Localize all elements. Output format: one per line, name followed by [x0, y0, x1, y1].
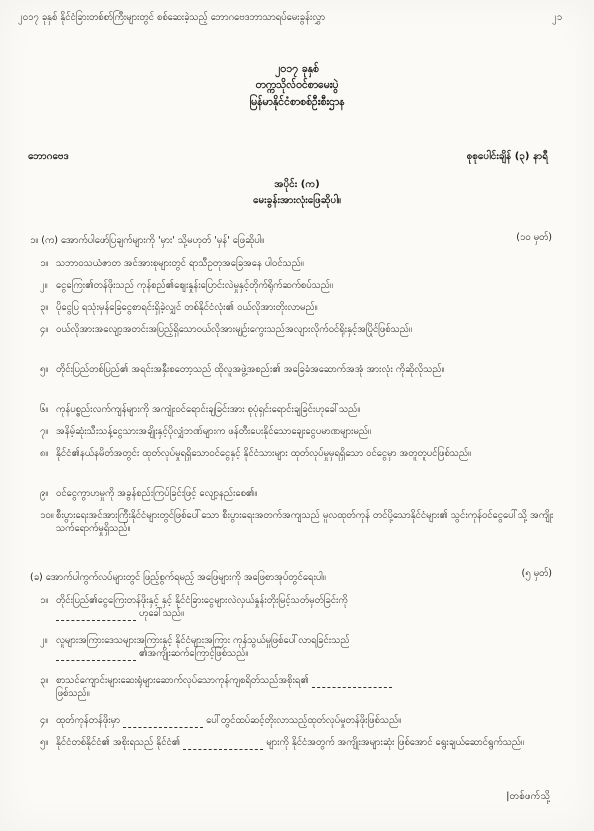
part-title: အပိုင်း (က) [274, 179, 320, 190]
item-number: ၆။ [40, 404, 49, 415]
answer-blank [123, 718, 203, 728]
item-number: ၃။ [40, 675, 49, 686]
item-number: ၂။ [40, 635, 48, 646]
item-text: စာသင်ကျောင်းများဆေးရုံများဆောက်လုပ်သောကုန်ကျစရိတ်သည်အစိုးရ၏ [56, 675, 309, 686]
item-text: စီးပွားရေးအင်အားကြီးနိုင်ငံများတွင်ဖြစ်ပေါ်သော စီးပွားရေးအတက်အကျသည် မူလထုတ်ကုန် တင်ပို့သောနိုင်ငံများ၏ သွင်းကုန်ဝင်ငွေပေါ်သို့ အကျိုးသက်ရောက်မှုရှိသည်။ [56, 510, 554, 534]
item-number: ၁။ [40, 258, 49, 269]
q2-item [40, 715, 556, 728]
time-allowed: စုစုပေါင်းချိန် (၃) နာရီ [466, 151, 548, 162]
q2-item [40, 675, 556, 701]
q1-item [40, 258, 556, 271]
item-text-end: များကို နိုင်ငံအတွက် အကျိုးအများဆုံး ဖြစ်အောင် ရွေးချယ်ဆောင်ရွက်သည်။ [266, 737, 524, 748]
item-text-end: ပေါ်တွင်ထပ်ဆင့်တိုးလာသည့်ထုတ်လုပ်မှုတန်ဖိုးဖြစ်သည်။ [206, 715, 402, 726]
item-text: ဝယ်လိုအားအလျော့အတင်းအပြည့်ရှိသောဝယ်လိုအားမျဉ်းကွေးသည်အလျားလိုက်ဝင်ရိုးနှင့်အပြိုင်ဖြစ်သည်။ [56, 324, 412, 335]
item-text: လူများအကြားဒေသများအကြားနှင့် နိုင်ငံများအကြား ကုန်သွယ်မှုဖြစ်ပေါ်လာရခြင်းသည် [56, 635, 350, 646]
item-text-end: ဟုခေါ်သည်။ [139, 607, 184, 619]
item-text: ငွေကြေး၏တန်ဖိုးသည် ကုန်စည်၏ဈေးနှုန်းပြောင်းလဲမှုနှင့်တိုက်ရိုက်ဆက်စပ်သည်။ [56, 280, 333, 291]
item-number: ၁၀။ [40, 510, 54, 521]
question-1a-label: ၁။ (က) အောက်ပါဖော်ပြချက်များကို 'မှား' သို့မဟုတ် 'မှန်' ဖြေဆိုပါ။ [30, 235, 265, 246]
item-number: ၅။ [40, 737, 49, 748]
exam-year: ၂၀၁၇ ခုနှစ် [275, 63, 319, 75]
item-number: ၈။ [40, 448, 49, 459]
continue-note: |တစ်ဖက်သို့ [506, 791, 550, 802]
q2-item [40, 635, 556, 661]
question-1a-marks: (၁၀ မှတ်) [516, 232, 552, 243]
answer-blank [56, 651, 136, 661]
answer-blank [183, 740, 263, 750]
header-left: ၂၀၁၇ ခုနှစ် နိုင်ငံခြားတစ်စာ်ကြီးများတွင် စစ်ဆေးခဲ့သည့် ဘောဂဗေဒဘာသာရပ်မေးခွန်းလွှာ [18, 12, 326, 23]
item-text: နိုင်ငံ၏နယ်နမိတ်အတွင်း ထုတ်လုပ်မှုရရှိသောဝင်ငွေနှင့် နိုင်ငံသားများ ထုတ်လုပ်မှုမှရရှိသော ဝင်ငွေမှာ အတူတူပင်ဖြစ်သည်။ [56, 448, 472, 459]
q1-item [40, 488, 556, 501]
item-text-end: ၏အကျိုးဆက်ကြောင့်ဖြစ်သည်။ [139, 647, 249, 659]
exam-board: မြန်မာနိုင်ငံစာစစ်ဦးစီးဌာန [249, 96, 345, 108]
q1-item [40, 364, 556, 377]
item-text: အနိမ့်ဆုံးသီးသန့်ငွေသားအချိုးနှင့်ပိုလျှံဘဏ်များက ဖန်တီးပေးနိုင်သောချေးငွေပမာဏများမည်။ [56, 426, 371, 437]
item-number: ၁။ [40, 595, 49, 606]
q2-item [40, 737, 556, 750]
item-number: ၄။ [40, 324, 49, 335]
item-number: ၅။ [40, 364, 49, 375]
item-number: ၃။ [40, 302, 49, 313]
item-number: ၇။ [40, 426, 49, 437]
item-text: တိုင်းပြည်တစ်ပြည်၏ အရင်းအနှီးစတော့သည် ထိုလူအဖွဲ့အစည်း၏ အခြေခံအဆောက်အအုံ အားလုံး ကိုဆိုလိုသည်။ [56, 364, 445, 375]
q2-item [40, 595, 556, 621]
q1-item [40, 448, 556, 461]
q1-item [40, 510, 556, 536]
item-text: ဝင်ငွေကွာဟမှုကို အခွန်စည်းကြပ်ခြင်းဖြင့် လျော့နည်းစေ၏။ [56, 488, 258, 499]
item-text: ထုတ်ကုန်တန်ဖိုးမှာ [56, 715, 120, 726]
item-text: တိုင်းပြည်၏ငွေကြေးတန်ဖိုးနှင့် နှင့် နိုင်ငံခြားငွေများလဲလှယ်နှုန်းတိုးမြင့်သတ်မှတ်ခြင်းကို [56, 595, 348, 606]
q1-item [40, 404, 556, 417]
q1-item [40, 302, 556, 315]
item-text: နိုင်ငံတစ်နိုင်ငံ၏ အစိုးရသည် နိုင်ငံ၏ [56, 737, 181, 748]
answer-blank [56, 611, 136, 621]
item-text: ပိုငွေပြ ရသုံးမှန်ခြေငွေစာရင်းရှိခဲ့လျှင် တစ်နိုင်ငံလုံး၏ ဝယ်လိုအားတိုးလာမည်။ [56, 302, 318, 313]
exam-name: တက္ကသိုလ်ဝင်စာမေးပွဲ [255, 79, 339, 91]
answer-blank [312, 678, 392, 688]
item-number: ၉။ [40, 488, 49, 499]
item-text: ကုန်ပစ္စည်းလက်ကျန်များကို အကျုံးဝင်ရောင်းချခြင်းအား စုပုံရှင်းရောင်းချခြင်းဟုခေါ်သည်။ [56, 404, 361, 415]
item-text: သဘာဝသယံဇာတ အင်အားစုများတွင် ရာသီဥတုအခြေအနေ ပါဝင်သည်။ [56, 258, 304, 269]
part-instruction: မေးခွန်းအားလုံးဖြေဆိုပါ။ [253, 195, 341, 206]
item-text-end: ဖြစ်သည်။ [56, 687, 90, 699]
page-number: ၂၁ [551, 12, 562, 23]
question-1b-marks: (၅ မှတ်) [521, 568, 552, 579]
q1-item [40, 426, 556, 439]
subject-code: ဘောဂဗေဒ [28, 151, 69, 162]
item-number: ၂။ [40, 280, 48, 291]
q1-item [40, 280, 556, 293]
item-number: ၄။ [40, 715, 49, 726]
question-1b-label: (ခ) အောက်ပါကွက်လပ်များတွင် ဖြည့်စွက်ရမည့် အဖြေများကို အဖြေစာအုပ်တွင်ရေးပါ။ [30, 572, 326, 583]
q1-item [40, 324, 556, 337]
